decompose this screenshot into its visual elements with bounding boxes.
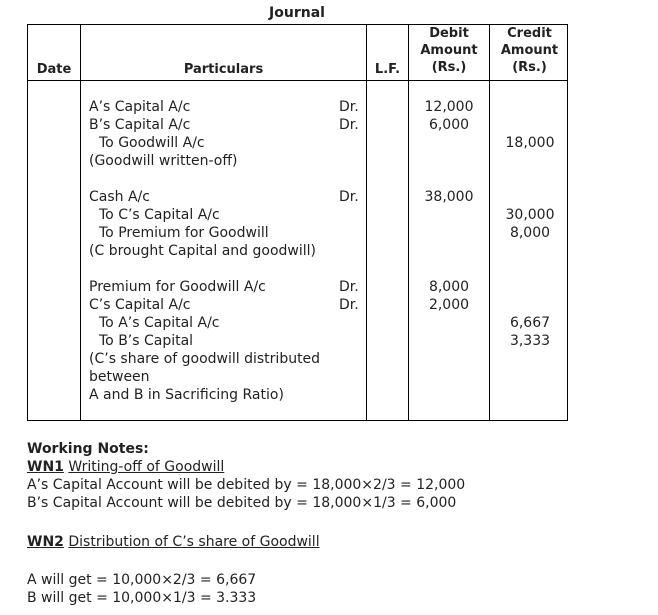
header-debit [409,25,489,76]
column-divider [80,25,81,420]
header-particulars: Particulars [183,62,264,77]
wn1-heading [27,458,224,476]
particulars-line: Cash A/c [89,189,150,205]
journal-title: Journal [269,5,325,21]
wn1-line: A’s Capital Account will be debited by = 18,000×2/3 = 12,000 [27,477,466,493]
header-divider [28,80,567,81]
header-debit-line2: Amount [420,43,478,58]
particulars-line: B’s Capital A/c [89,117,191,133]
dr-marker: Dr. [339,279,359,295]
credit-amount: 18,000 [505,135,555,151]
header-credit-line1: Credit [507,26,552,41]
wn2-line: A will get = 10,000×2/3 = 6,667 [27,572,257,588]
wn1-title: Writing-off of Goodwill [68,459,225,475]
debit-amount: 2,000 [428,297,470,313]
dr-marker: Dr. [339,297,359,313]
credit-amount: 6,667 [509,315,551,331]
narration: between [89,369,150,385]
particulars-line: C’s Capital A/c [89,297,191,313]
header-credit [490,25,569,76]
journal-table [27,24,568,421]
dr-marker: Dr. [339,99,359,115]
debit-amount: 8,000 [428,279,470,295]
wn2-line: B will get = 10,000×1/3 = 3.333 [27,590,257,606]
particulars-line: A’s Capital A/c [89,99,191,115]
wn2-heading [27,533,320,551]
credit-amount: 3,333 [509,333,551,349]
particulars-line: To B’s Capital [99,333,194,349]
wn2-label: WN2 [27,534,64,550]
narration: (C brought Capital and goodwill) [89,243,316,259]
header-debit-line1: Debit [429,26,469,41]
particulars-line: To A’s Capital A/c [99,315,220,331]
wn1-label: WN1 [27,459,64,475]
credit-amount: 8,000 [509,225,551,241]
working-notes-heading: Working Notes: [27,441,149,457]
debit-amount: 6,000 [428,117,470,133]
dr-marker: Dr. [339,117,359,133]
header-date: Date [36,62,72,77]
narration: (Goodwill written-off) [89,153,238,169]
debit-amount: 12,000 [424,99,474,115]
particulars-line: To C’s Capital A/c [99,207,220,223]
credit-amount: 30,000 [505,207,555,223]
column-divider [408,25,409,420]
wn1-line: B’s Capital Account will be debited by = 18,000×1/3 = 6,000 [27,495,457,511]
narration: A and B in Sacrificing Ratio) [89,387,284,403]
header-debit-line3: (Rs.) [431,60,467,75]
header-lf: L.F. [374,62,401,77]
particulars-line: Premium for Goodwill A/c [89,279,266,295]
header-credit-line3: (Rs.) [512,60,547,75]
column-divider [366,25,367,420]
header-credit-line2: Amount [500,43,559,58]
particulars-line: To Goodwill A/c [99,135,205,151]
dr-marker: Dr. [339,189,359,205]
particulars-line: To Premium for Goodwill [99,225,269,241]
narration: (C’s share of goodwill distributed [89,351,321,367]
debit-amount: 38,000 [424,189,474,205]
wn2-title: Distribution of C’s share of Goodwill [68,534,320,550]
